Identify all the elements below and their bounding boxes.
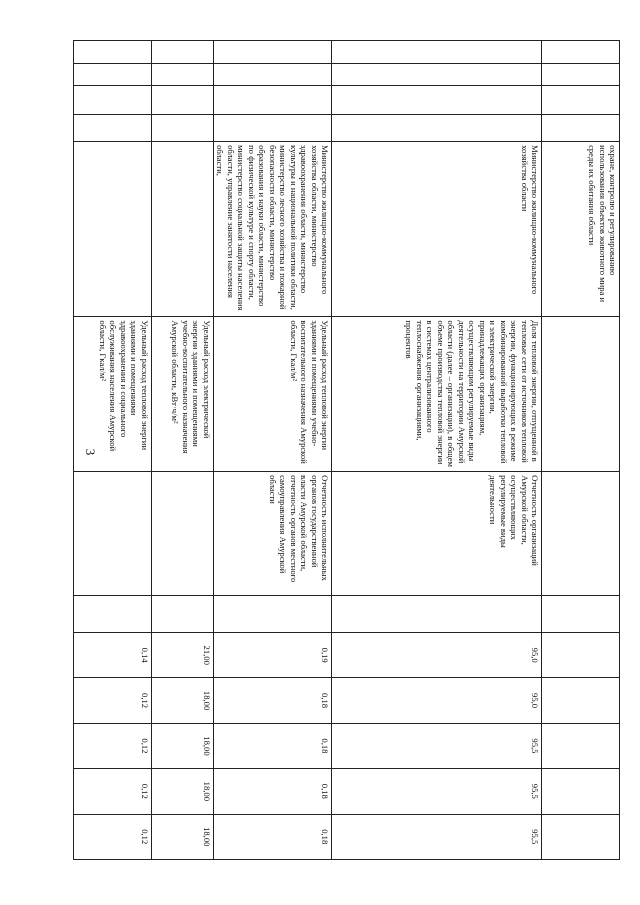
empty-cell	[151, 63, 213, 86]
agency-cell	[151, 142, 213, 317]
empty-cell	[73, 86, 151, 115]
indicator-cell: Удельный расход тепловой энергии зданиями и помещениями здравоохранения и социального обслуживания населения Амурской области, Гкал/м²	[73, 317, 151, 472]
table-row	[542, 41, 620, 860]
value-cell	[151, 595, 213, 632]
agency-cell: Министерство жилищно-коммунального хозяйства области, министерство здравоохранения области, министерство культуры и национальной политики области, министерство лесного хозяйства и пожарной безопасности области, министерство образования и науки области, министерство по физической культуре и спорту области, министерство социальной защиты населения области, управление занятости населения области,	[213, 142, 331, 317]
source-cell	[542, 472, 620, 596]
empty-cell	[151, 115, 213, 142]
value-cell: 0,18	[213, 814, 331, 859]
value-cell: 0,12	[73, 678, 151, 723]
value-cell: 0,19	[213, 633, 331, 678]
indicator-cell	[542, 317, 620, 472]
value-cell: 0,12	[73, 814, 151, 859]
empty-cell	[542, 115, 620, 142]
value-cell	[332, 595, 542, 632]
empty-cell	[542, 41, 620, 64]
empty-cell	[542, 63, 620, 86]
empty-cell	[151, 86, 213, 115]
empty-cell	[213, 41, 331, 64]
rotated-document-sheet	[80, 40, 620, 860]
empty-cell	[73, 115, 151, 142]
empty-cell	[213, 86, 331, 115]
value-cell: 0,12	[73, 723, 151, 768]
value-cell	[542, 633, 620, 678]
source-cell: Отчетность исполнительных органов государственной власти Амурской области, отчетность органов местного самоуправления Амурской области	[213, 472, 331, 596]
value-cell: 0,18	[213, 769, 331, 814]
value-cell: 95,0	[332, 633, 542, 678]
empty-cell	[213, 115, 331, 142]
table-row	[332, 41, 542, 860]
value-cell	[542, 769, 620, 814]
empty-cell	[332, 41, 542, 64]
value-cell: 0,14	[73, 633, 151, 678]
value-cell: 0,18	[213, 678, 331, 723]
value-cell: 0,18	[213, 723, 331, 768]
value-cell: 18,00	[151, 814, 213, 859]
value-cell	[542, 723, 620, 768]
value-cell	[542, 595, 620, 632]
value-cell	[73, 595, 151, 632]
empty-cell	[332, 86, 542, 115]
value-cell	[542, 814, 620, 859]
empty-cell	[73, 63, 151, 86]
table-row	[151, 41, 213, 860]
indicator-cell: Удельный расход тепловой энергии зданиями и помещениями учебно-воспитательного назначения Амурской области, Гкал/м²	[213, 317, 331, 472]
empty-cell	[73, 41, 151, 64]
indicator-cell: Удельный расход электрической энергии зданиями и помещениями учебно-воспитательного назначения Амурской области, кВт·ч/м²	[151, 317, 213, 472]
empty-cell	[213, 63, 331, 86]
table-row	[73, 41, 151, 860]
value-cell: 95,5	[332, 723, 542, 768]
value-cell: 95,5	[332, 814, 542, 859]
value-cell: 18,00	[151, 769, 213, 814]
source-cell: Отчетность организаций Амурской области, осуществляющих регулируемые виды деятельности	[332, 472, 542, 596]
source-cell	[73, 472, 151, 596]
table-row	[213, 41, 331, 860]
empty-cell	[542, 86, 620, 115]
indicator-cell: Доля тепловой энергии, отпущенной в тепловые сети от источников тепловой энергии, функционирующих в режиме комбинированной выработки тепловой и электрической энергии, принадлежащих организациям, осуществляющим регулируемые виды деятельности на территории Амурской области (далее – организации), в общем объеме производства тепловой энергии в системах централизованного теплоснабжения организациями, процентов	[332, 317, 542, 472]
value-cell: 21,00	[151, 633, 213, 678]
empty-cell	[151, 41, 213, 64]
source-cell	[151, 472, 213, 596]
page-number: 3	[83, 448, 98, 456]
indicators-table	[73, 40, 620, 860]
value-cell	[542, 678, 620, 723]
agency-cell	[73, 142, 151, 317]
value-cell	[213, 595, 331, 632]
value-cell: 95,5	[332, 769, 542, 814]
empty-cell	[332, 63, 542, 86]
value-cell: 18,00	[151, 678, 213, 723]
value-cell: 0,12	[73, 769, 151, 814]
agency-cell: охране, контролю и регулированию использования объектов животного мира и среды их обитания области	[542, 142, 620, 317]
value-cell: 18,00	[151, 723, 213, 768]
value-cell: 95,0	[332, 678, 542, 723]
empty-cell	[332, 115, 542, 142]
agency-cell: Министерство жилищно-коммунального хозяйства области	[332, 142, 542, 317]
